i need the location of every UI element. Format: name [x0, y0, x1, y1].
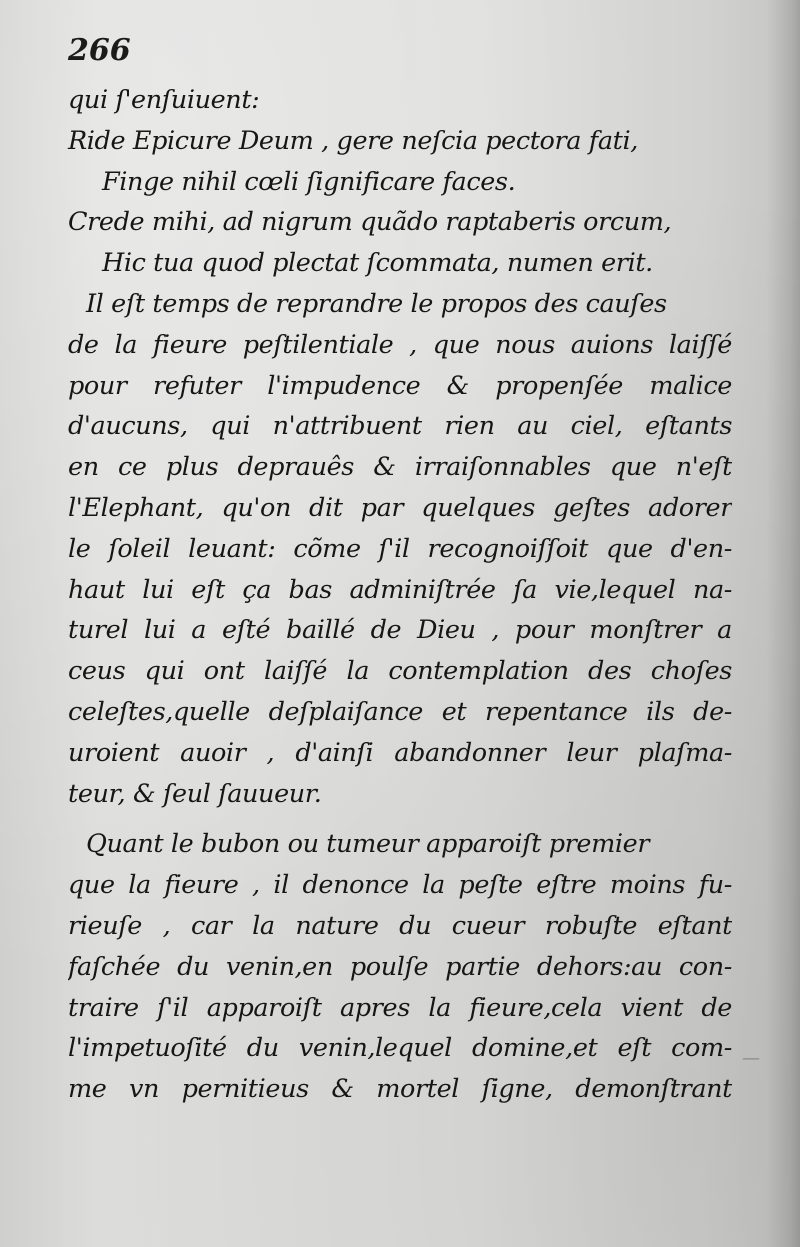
- text-line: me vn pernitieus & mortel ſigne, demonſtrant: [68, 1074, 732, 1105]
- page-edge-shadow: [766, 0, 800, 1247]
- text-line: celeſtes,quelle deſplaiſance et repentance ils de-: [68, 696, 732, 727]
- text-line: qui ſ'enſuiuent:: [68, 85, 260, 115]
- text-line: d'aucuns, qui n'attribuent rien au ciel, eſtants: [68, 411, 732, 442]
- text-line: l'Elephant, qu'on dit par quelques geſtes adorer: [68, 492, 732, 523]
- text-line: rieuſe , car la nature du cueur robuſte eſtant: [68, 910, 732, 941]
- page-number: 266: [68, 33, 131, 68]
- text-line: en ce plus deprauês & irraiſonnables que n'eſt: [68, 452, 732, 483]
- text-line: de la fieure peſtilentiale , que nous auions laiſſé: [68, 329, 732, 360]
- text-line: le ſoleil leuant: cõme ſ'il recognoiſſoit que d'en-: [68, 533, 732, 564]
- text-line: pour refuter l'impudence & propenſée malice: [68, 370, 732, 401]
- verse-line: Hic tua quod plectat ſcommata, numen erit.: [102, 248, 653, 279]
- text-line: turel lui a eſté baillé de Dieu , pour monſtrer a: [68, 615, 732, 646]
- verse-line: Ride Epicure Deum , gere neſcia pectora fati,: [68, 125, 638, 156]
- paragraph-first-line: Il eſt temps de reprandre le propos des cauſes: [86, 288, 667, 319]
- text-line: faſchée du venin,en poulſe partie dehors:au con-: [68, 951, 732, 982]
- text-line: que la fieure , il denonce la peſte eſtre moins fu-: [68, 870, 732, 901]
- paragraph-first-line: Quant le bubon ou tumeur apparoiſt premier: [86, 829, 650, 860]
- body-text: [68, 80, 732, 1110]
- text-line: haut lui eſt ça bas adminiſtrée ſa vie,lequel na-: [68, 574, 732, 605]
- verse-line: Crede mihi, ad nigrum quãdo raptaberis orcum,: [68, 207, 672, 238]
- verse-line: Finge nihil cœli ſignificare faces.: [102, 166, 516, 197]
- text-line: teur, & ſeul ſauueur.: [68, 778, 322, 809]
- margin-dash-mark: —: [742, 1048, 760, 1069]
- text-line: traire ſ'il apparoiſt apres la fieure,cela vient de: [68, 992, 732, 1023]
- text-line: l'impetuoſité du venin,lequel domine,et eſt com-: [68, 1033, 732, 1064]
- text-line: ceus qui ont laiſſé la contemplation des choſes: [68, 656, 732, 687]
- text-line: uroient auoir , d'ainſi abandonner leur plaſma-: [68, 737, 732, 768]
